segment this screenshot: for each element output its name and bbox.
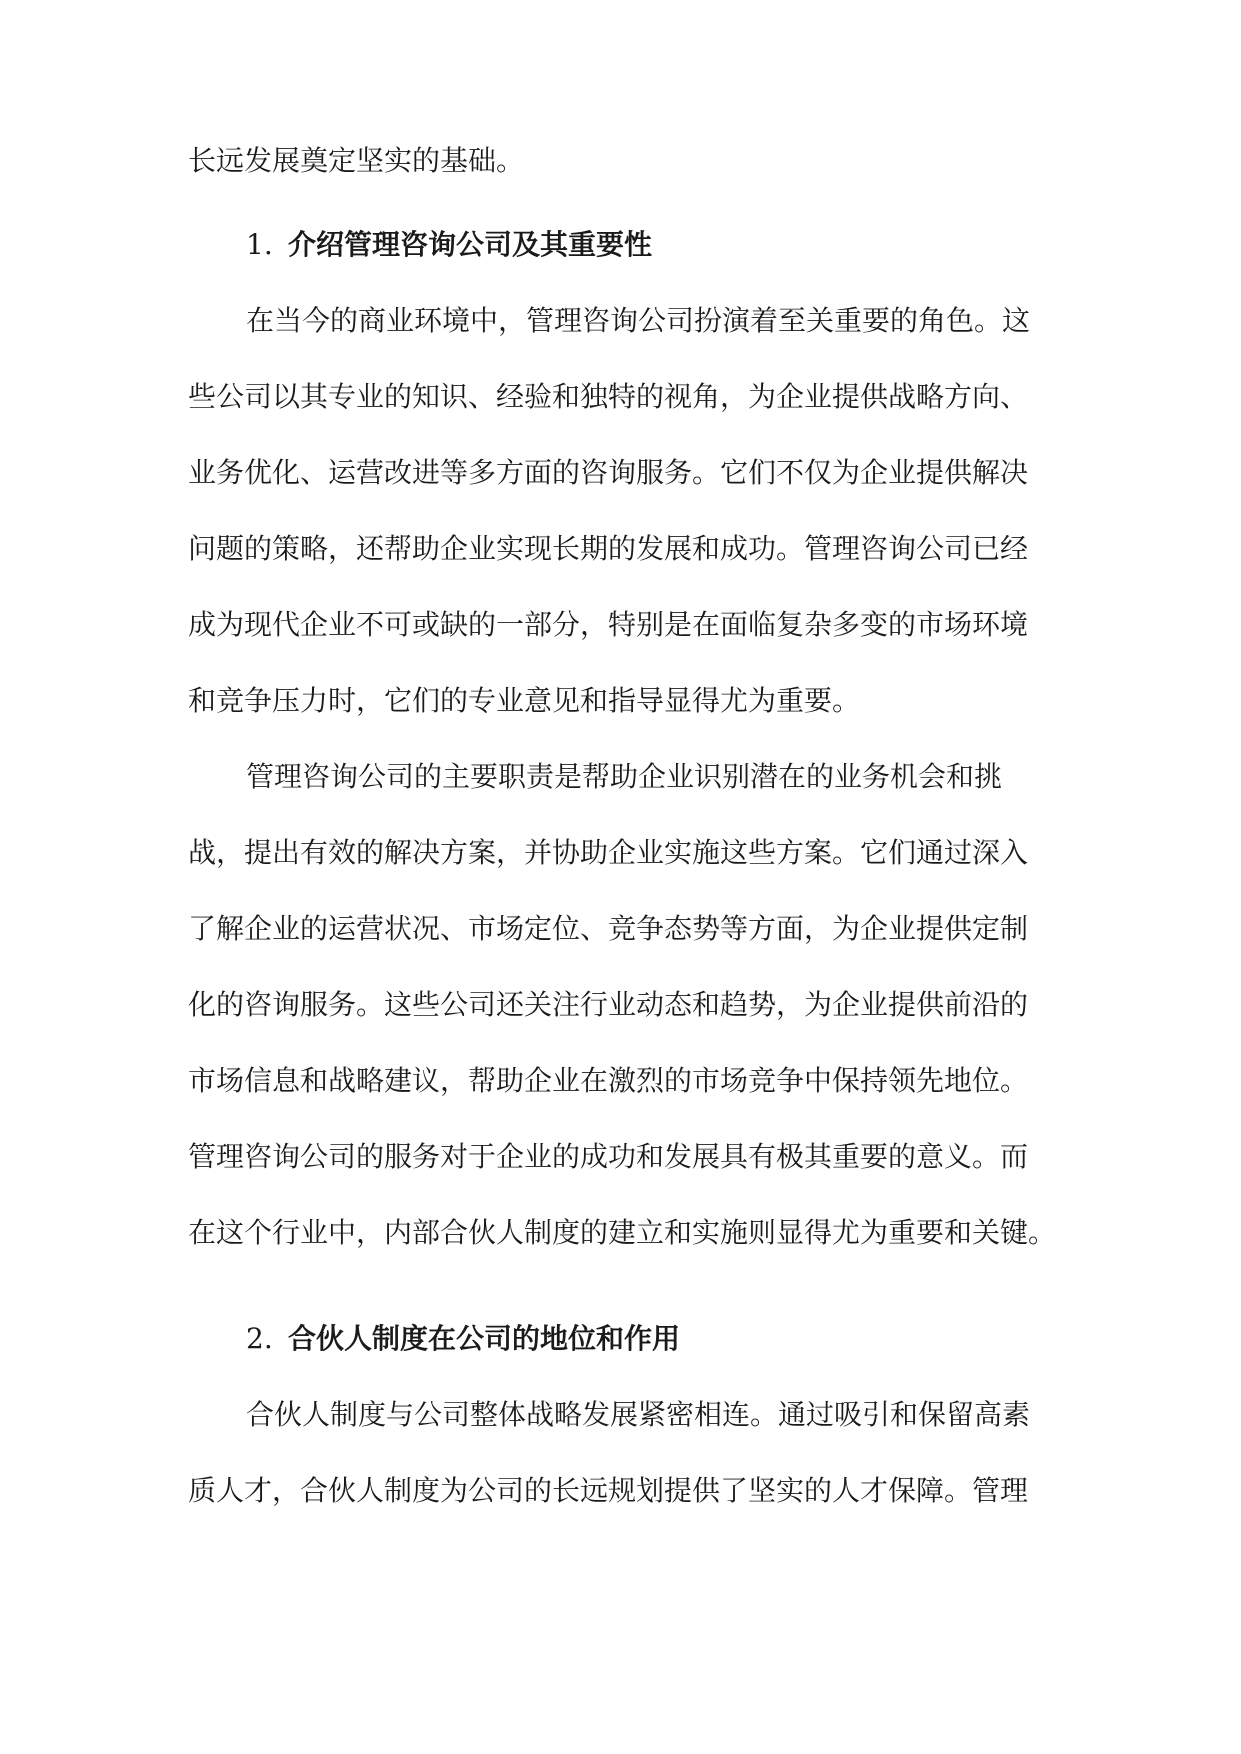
- paragraph-line: 市场信息和战略建议，帮助企业在激烈的市场竞争中保持领先地位。: [188, 1064, 1029, 1097]
- paragraph-line: 管理咨询公司的服务对于企业的成功和发展具有极其重要的意义。而: [188, 1140, 1029, 1173]
- section-title-2: 合伙人制度在公司的地位和作用: [288, 1322, 681, 1355]
- paragraph-line: 了解企业的运营状况、市场定位、竞争态势等方面，为企业提供定制: [188, 912, 1029, 945]
- section-1-paragraph-1: [188, 304, 1058, 760]
- section-heading-2: [188, 1322, 1058, 1356]
- paragraph-line: 在当今的商业环境中，管理咨询公司扮演着至关重要的角色。这: [246, 304, 1031, 337]
- document-body: [188, 144, 1058, 1550]
- paragraph-line: 些公司以其专业的知识、经验和独特的视角，为企业提供战略方向、: [188, 380, 1029, 413]
- paragraph-line: 化的咨询服务。这些公司还关注行业动态和趋势，为企业提供前沿的: [188, 988, 1029, 1021]
- section-1-paragraph-2: [188, 760, 1058, 1292]
- section-heading-1: [188, 228, 1058, 262]
- paragraph-line: 战，提出有效的解决方案，并协助企业实施这些方案。它们通过深入: [188, 836, 1029, 869]
- section-number-1: 1.: [246, 228, 273, 261]
- paragraph-line: 管理咨询公司的主要职责是帮助企业识别潜在的业务机会和挑: [246, 760, 1003, 793]
- paragraph-line: 成为现代企业不可或缺的一部分，特别是在面临复杂多变的市场环境: [188, 608, 1029, 641]
- paragraph-line: 问题的策略，还帮助企业实现长期的发展和成功。管理咨询公司已经: [188, 532, 1029, 565]
- paragraph-line: 质人才，合伙人制度为公司的长远规划提供了坚实的人才保障。管理: [188, 1474, 1029, 1507]
- paragraph-line: 和竞争压力时，它们的专业意见和指导显得尤为重要。: [188, 684, 861, 717]
- section-2-paragraph-1: [188, 1398, 1058, 1550]
- section-number-2: 2.: [246, 1322, 273, 1355]
- paragraph-line: 业务优化、运营改进等多方面的咨询服务。它们不仅为企业提供解决: [188, 456, 1029, 489]
- paragraph-line: 合伙人制度与公司整体战略发展紧密相连。通过吸引和保留高素: [246, 1398, 1031, 1431]
- lead-line: 长远发展奠定坚实的基础。: [188, 144, 525, 177]
- paragraph-line: 在这个行业中，内部合伙人制度的建立和实施则显得尤为重要和关键。: [188, 1216, 1057, 1249]
- section-title-1: 介绍管理咨询公司及其重要性: [288, 228, 653, 261]
